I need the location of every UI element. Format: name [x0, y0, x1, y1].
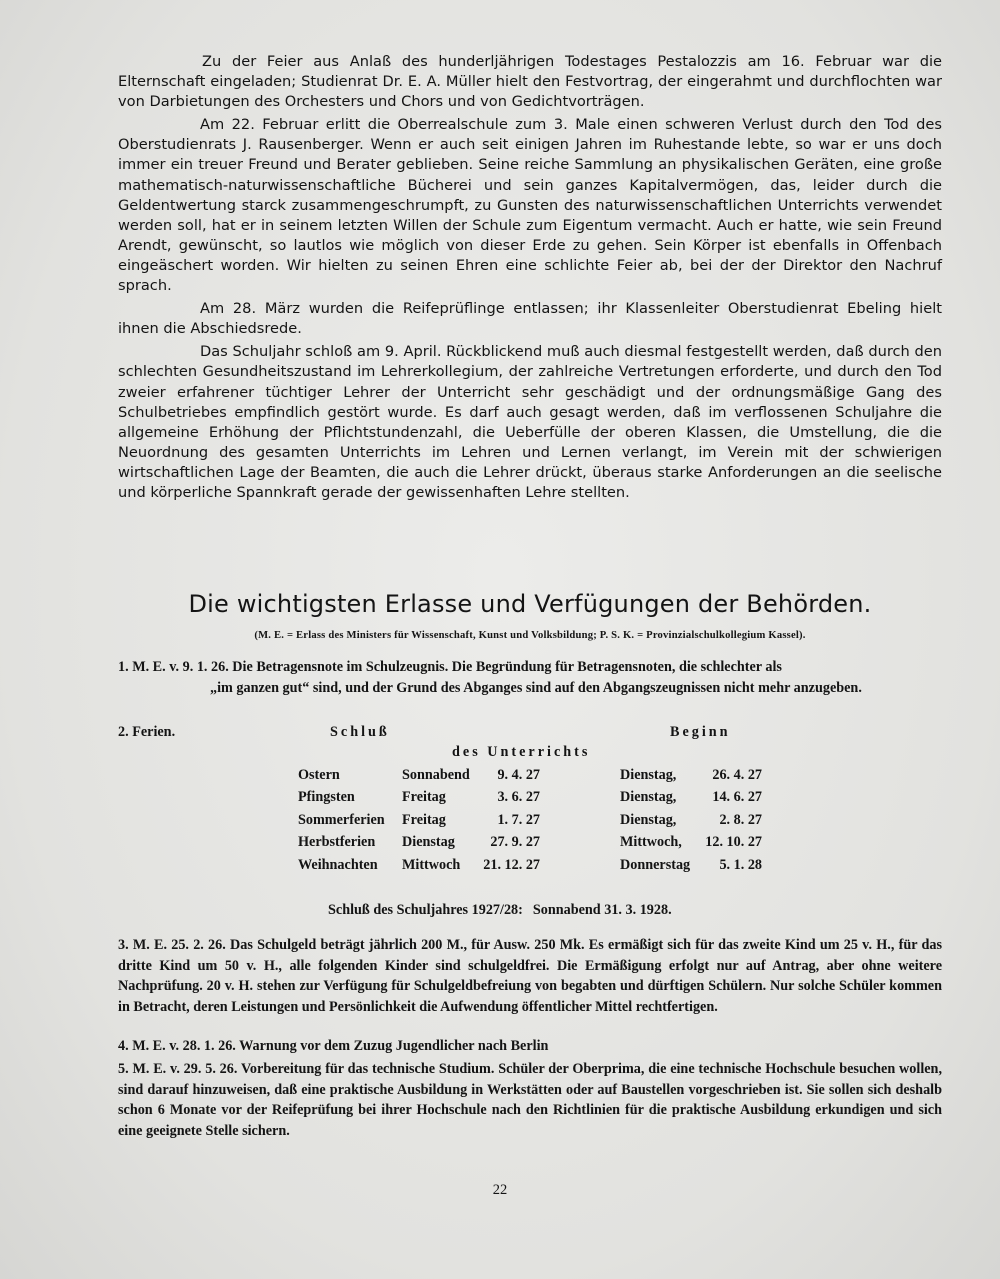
begin-day: Donnerstag — [620, 856, 691, 873]
decree-4 — [118, 1036, 942, 1057]
paragraph-schuljahr: Das Schuljahr schloß am 9. April. Rückblickend muß auch diesmal festgestellt werden, daß durch den schlechten Gesundheitszustand im Lehrerkollegium, der zahlreiche Vertretungen erforderte, und durch den Tod zweier erfahrener tüchtiger Lehrer der Unterricht sehr geschädigt und der ordnungsmäßige Gang des Schulbetriebes empfindlich gestört wurde. Es darf auch gesagt werden, daß im verflossenen Schuljahre die allgemeine Erhöhung der Pflichtstundenzahl, die Ueberfülle der oberen Klassen, die Umstellung, die die Neuordnung des gesamten Unterrichts im Lehren und Lernen verlangt, im Verein mit der schwierigen wirtschaftlichen Lage der Beamten, die auch die Lehrer drückt, überaus starke Anforderungen an die seelische und körperliche Spannkraft gerade der gewissenhaften Lehre stellten. — [118, 343, 942, 501]
decree-text: Warnung vor dem Zuzug Jugendlicher nach Berlin — [239, 1038, 549, 1054]
chronicle-text — [118, 52, 942, 506]
end-day: Mittwoch — [402, 856, 461, 873]
end-date: 9. 4. 27 — [497, 767, 540, 783]
paragraph-pestalozzi: Zu der Feier aus Anlaß des hunderljährigen Todestages Pestalozzis am 16. Februar war die Elternschaft eingeladen; Studienrat Dr. E. A. Müller hielt den Festvortrag, der eingerahmt und durchflochten war von Darbietungen des Orchesters und Chors und von Gedichtvorträgen. — [118, 53, 942, 111]
end-date: 1. 7. 27 — [497, 811, 540, 828]
decree-3 — [118, 935, 942, 1017]
decree-text: Vorbereitung für das technische Studium. Schüler der Oberprima, die eine technische Hochschule besuchen wollen, sind darauf hinzuweisen, daß eine praktische Ausbildung in Werkstätten oder auf Baustellen vorgeschrieben ist. Sie sollen sich deshalb schon 6 Monate vor der Reifeprüfung bei ihrer Hochschule nach den Richtlinien für die praktische Ausbildung erkundigen und sich eine geeignete Stelle sichern. — [118, 1061, 942, 1139]
end-day: Freitag — [402, 789, 446, 806]
decree-number: 4. M. E. v. 28. 1. 26. — [118, 1038, 236, 1054]
abbreviation-legend: (M. E. = Erlass des Ministers für Wissenschaft, Kunst und Volksbildung; P. S. K. = Provinzialschulkollegium Kassel). — [254, 630, 806, 641]
begin-day: Mittwoch, — [620, 834, 682, 851]
ferien-table — [298, 767, 762, 879]
end-date: 21. 12. 27 — [483, 856, 540, 873]
holiday-name: Weihnachten — [298, 856, 378, 873]
school-year-end-value: Sonnabend 31. 3. 1928. — [532, 902, 672, 918]
begin-date: 5. 1. 28 — [719, 856, 762, 873]
decree-number: 1. M. E. v. 9. 1. 26. — [118, 659, 229, 675]
paragraph-rausenberger: Am 22. Februar erlitt die Oberrealschule zum 3. Male einen schweren Verlust durch den Tod des Oberstudienrats J. Rausenberger. Wenn er auch seit einigen Jahren im Ruhestande lebte, so war er uns doch immer ein treuer Freund und Berater geblieben. Seine reiche Sammlung an physikalischen Geräten, eine große mathematisch-naturwissenschaftliche Bücherei und sein ganzes Kapitalvermögen, das, leider durch die Geldentwertung starck zusammengeschrumpft, zu Gunsten des naturwissenschaftlichen Unterrichts verwendet werden soll, hat er in seinem letzten Willen der Schule zum Eigentum vermacht. Auch er hatte, wie sein Freund Arendt, gewünscht, so lautlos wie möglich von dieser Erde zu gehen. Sein Körper ist ebenfalls in Offenbach eingeäschert worden. Wir hielten zu seinen Ehren eine schlichte Feier ab, bei der der Direktor den Nachruf sprach. — [118, 116, 942, 295]
begin-date: 14. 6. 27 — [712, 789, 762, 806]
holiday-name: Sommerferien — [298, 811, 385, 828]
table-row — [298, 857, 762, 879]
decree-5 — [118, 1059, 942, 1141]
holiday-name: Pfingsten — [298, 789, 355, 806]
decree-1 — [118, 657, 942, 698]
begin-day: Dienstag, — [620, 767, 677, 783]
decree-2-label: 2. Ferien. — [118, 724, 176, 740]
end-day: Freitag — [402, 811, 446, 828]
ferien-header-begin: Beginn — [670, 724, 731, 740]
end-date: 3. 6. 27 — [497, 789, 540, 806]
begin-date: 2. 8. 27 — [719, 811, 762, 828]
decree-text: Das Schulgeld beträgt jährlich 200 M., für Ausw. 250 Mk. Es ermäßigt sich für das zweite Kind um 25 v. H., für das dritte Kind um 50 v. H., alle folgenden Kinder sind schulgeldfrei. Die Ermäßigung erfolgt nur auf Antrag, aber ohne weitere Nachprüfung. 20 v. H. stehen zur Verfügung für Schulgeldbefreiung von begabten und dürftigen Schülern. Nur solche Schüler kommen in Betracht, deren Leistungen und Persönlichkeit die Aufwendung öffentlicher Mittel rechtfertigen. — [118, 937, 942, 1015]
decree-text-continued: „im ganzen gut“ sind, und der Grund des Abganges sind auf den Abgangszeugnissen nicht mehr anzugeben. — [210, 679, 862, 696]
holiday-name: Ostern — [298, 767, 340, 783]
holiday-name: Herbstferien — [298, 834, 376, 851]
school-year-end-label: Schluß des Schuljahres 1927/28: — [328, 902, 523, 918]
decree-number: 3. M. E. 25. 2. 26. — [118, 937, 226, 953]
table-row — [298, 767, 762, 789]
end-day: Sonnabend — [402, 767, 470, 783]
table-row — [298, 789, 762, 811]
decree-text: Die Betragensnote im Schulzeugnis. Die Begründung für Betragensnoten, die schlechter als — [232, 659, 782, 675]
ferien-header-end: Schluß — [330, 724, 390, 740]
paragraph-reifepruefung: Am 28. März wurden die Reifeprüflinge entlassen; ihr Klassenleiter Oberstudienrat Ebeling hielt ihnen die Abschiedsrede. — [118, 300, 942, 338]
end-date: 27. 9. 27 — [490, 834, 540, 851]
school-year-end — [328, 902, 672, 919]
begin-date: 26. 4. 27 — [712, 767, 762, 783]
begin-date: 12. 10. 27 — [705, 834, 762, 851]
ferien-header-sub: des Unterrichts — [452, 744, 591, 760]
table-row — [298, 834, 762, 856]
section-heading: Die wichtigsten Erlasse und Verfügungen der Behörden. — [188, 590, 872, 618]
begin-day: Dienstag, — [620, 789, 677, 806]
begin-day: Dienstag, — [620, 811, 677, 828]
page-number: 22 — [492, 1182, 508, 1198]
table-row — [298, 812, 762, 834]
end-day: Dienstag — [402, 834, 455, 851]
decree-number: 5. M. E. v. 29. 5. 26. — [118, 1061, 238, 1077]
